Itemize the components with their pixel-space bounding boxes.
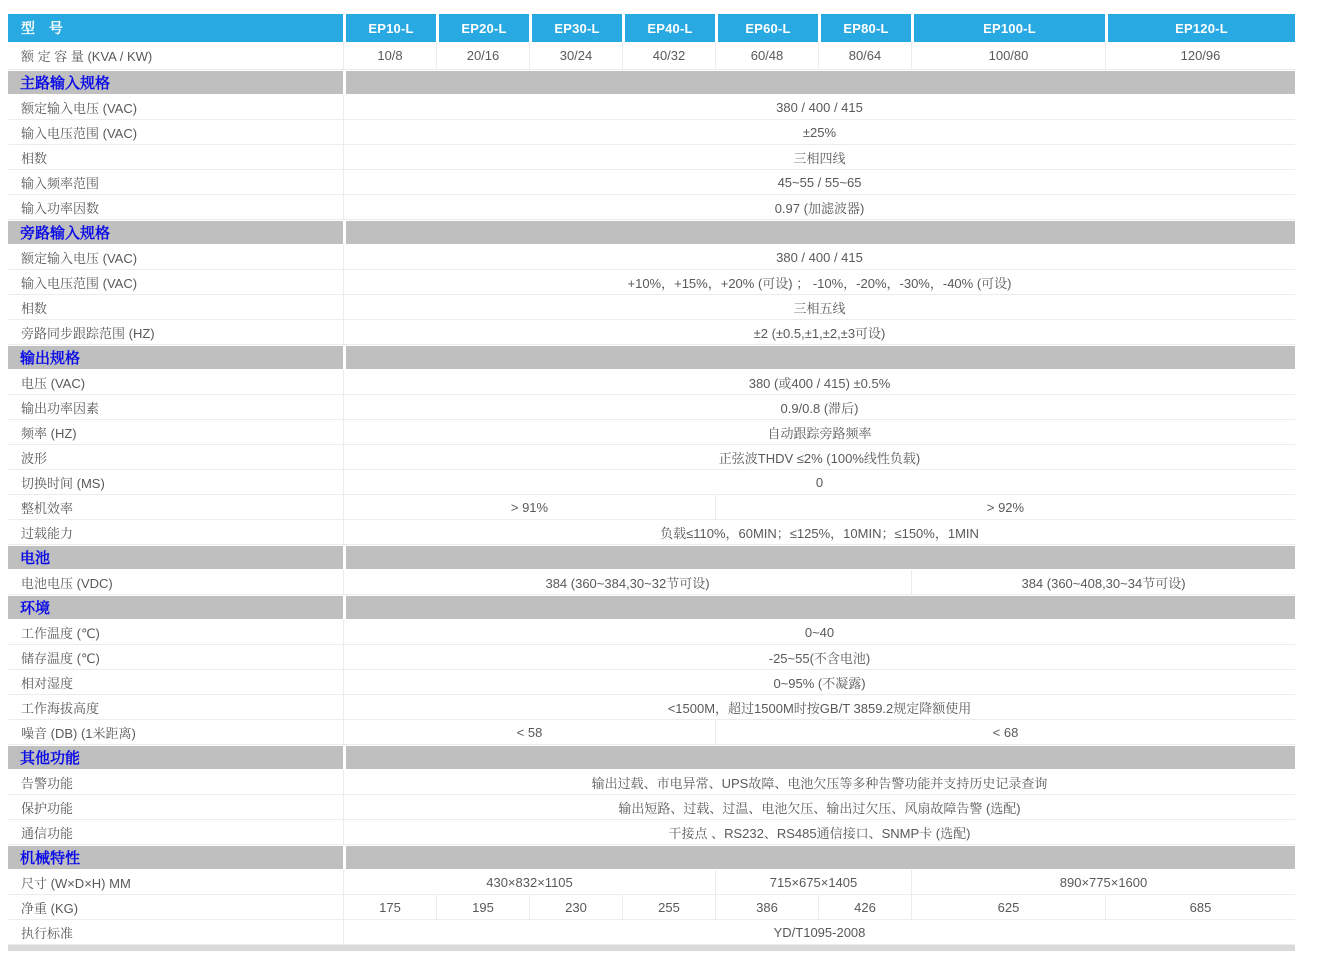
spec-row — [8, 470, 1295, 495]
spec-label: 整机效率 — [21, 500, 74, 516]
spec-value: YD/T1095-2008 — [343, 920, 1295, 944]
model-header-row — [8, 14, 1295, 42]
spec-value: ±25% — [343, 120, 1295, 144]
spec-label: 额定输入电压 (VAC) — [21, 250, 138, 266]
spec-value: -25~55(不含电池) — [343, 645, 1295, 669]
spec-label: 相数 — [21, 300, 48, 316]
section-title: 输出规格 — [8, 346, 343, 369]
spec-value: 0~95% (不凝露) — [343, 670, 1295, 694]
spec-row — [8, 245, 1295, 270]
spec-row — [8, 670, 1295, 695]
spec-row — [8, 920, 1295, 945]
spec-value: 自动跟踪旁路频率 — [343, 420, 1295, 444]
spec-value: > 92% — [715, 495, 1295, 519]
spec-row — [8, 570, 1295, 595]
section-title: 电池 — [8, 546, 343, 569]
spec-label: 执行标准 — [21, 925, 74, 941]
spec-value: 380 / 400 / 415 — [343, 95, 1295, 119]
spec-label: 工作温度 (℃) — [21, 625, 100, 641]
spec-row — [8, 495, 1295, 520]
table-bottom-strip — [8, 945, 1295, 951]
spec-row — [8, 820, 1295, 845]
spec-value: 386 — [715, 895, 818, 919]
section-band-fill — [343, 71, 1295, 94]
spec-value: 384 (360~408,30~34节可设) — [911, 570, 1295, 594]
spec-row — [8, 42, 1295, 70]
model-header-cell: EP30-L — [529, 14, 622, 42]
spec-value: 输出短路、过载、过温、电池欠压、输出过欠压、风扇故障告警 (选配) — [343, 795, 1295, 819]
section-band-fill — [343, 221, 1295, 244]
spec-row — [8, 770, 1295, 795]
spec-value: 30/24 — [529, 42, 622, 69]
spec-label: 工作海拔高度 — [21, 700, 100, 716]
section-band-row — [8, 545, 1295, 570]
spec-value: 0 — [343, 470, 1295, 494]
spec-value: 195 — [436, 895, 529, 919]
spec-row — [8, 295, 1295, 320]
model-header-cell: EP60-L — [715, 14, 818, 42]
spec-row — [8, 270, 1295, 295]
spec-row — [8, 195, 1295, 220]
spec-value: 80/64 — [818, 42, 911, 69]
model-column-header: 型 号 — [8, 14, 343, 42]
spec-value: 20/16 — [436, 42, 529, 69]
spec-value: 正弦波THDV ≤2% (100%线性负载) — [343, 445, 1295, 469]
spec-label: 额定输入电压 (VAC) — [21, 100, 138, 116]
section-band-fill — [343, 346, 1295, 369]
spec-row — [8, 145, 1295, 170]
spec-value: < 58 — [343, 720, 715, 744]
spec-value: 890×775×1600 — [911, 870, 1295, 894]
spec-value: 45~55 / 55~65 — [343, 170, 1295, 194]
spec-value: ±2 (±0.5,±1,±2,±3可设) — [343, 320, 1295, 344]
model-header-cell: EP10-L — [343, 14, 436, 42]
spec-row — [8, 395, 1295, 420]
spec-value: 255 — [622, 895, 715, 919]
spec-row — [8, 620, 1295, 645]
spec-value: 三相四线 — [343, 145, 1295, 169]
spec-value: 685 — [1105, 895, 1295, 919]
section-band-fill — [343, 596, 1295, 619]
spec-row — [8, 870, 1295, 895]
spec-value: 干接点 、RS232、RS485通信接口、SNMP卡 (选配) — [343, 820, 1295, 844]
spec-value: > 91% — [343, 495, 715, 519]
spec-value: +10%，+15%，+20% (可设) ； -10%，-20%，-30%，-40% (可设) — [343, 270, 1295, 294]
spec-label: 输入功率因数 — [21, 200, 100, 216]
spec-row — [8, 95, 1295, 120]
spec-value: 输出过载、市电异常、UPS故障、电池欠压等多种告警功能并支持历史记录查询 — [343, 770, 1295, 794]
section-band-row — [8, 595, 1295, 620]
spec-value: 380 / 400 / 415 — [343, 245, 1295, 269]
spec-row — [8, 645, 1295, 670]
spec-label: 额 定 容 量 (KVA / KW) — [21, 49, 153, 64]
spec-value: < 68 — [715, 720, 1295, 744]
spec-value: 625 — [911, 895, 1105, 919]
spec-row — [8, 120, 1295, 145]
section-title: 主路输入规格 — [8, 71, 343, 94]
spec-label: 尺寸 (W×D×H) MM — [21, 875, 131, 891]
spec-label: 切换时间 (MS) — [21, 475, 105, 491]
spec-row — [8, 520, 1295, 545]
spec-row — [8, 720, 1295, 745]
spec-value: 430×832×1105 — [343, 870, 715, 894]
spec-row — [8, 420, 1295, 445]
spec-label: 噪音 (DB) (1米距离) — [21, 725, 136, 741]
section-title: 旁路输入规格 — [8, 221, 343, 244]
model-header-cell: EP120-L — [1105, 14, 1295, 42]
spec-label: 电压 (VAC) — [21, 375, 86, 391]
section-band-fill — [343, 846, 1295, 869]
spec-value: 0.9/0.8 (滞后) — [343, 395, 1295, 419]
spec-label: 输入电压范围 (VAC) — [21, 275, 138, 291]
spec-value: 426 — [818, 895, 911, 919]
spec-value: 100/80 — [911, 42, 1105, 69]
spec-row — [8, 895, 1295, 920]
spec-label: 净重 (KG) — [21, 900, 79, 916]
section-title: 其他功能 — [8, 746, 343, 769]
spec-row — [8, 320, 1295, 345]
section-band-fill — [343, 746, 1295, 769]
spec-value: 0~40 — [343, 620, 1295, 644]
spec-value: 175 — [343, 895, 436, 919]
spec-label: 相数 — [21, 150, 48, 166]
model-header-cell: EP20-L — [436, 14, 529, 42]
spec-label: 过载能力 — [21, 525, 74, 541]
section-band-row — [8, 70, 1295, 95]
spec-value: 384 (360~384,30~32节可设) — [343, 570, 911, 594]
section-band-row — [8, 745, 1295, 770]
section-band-row — [8, 345, 1295, 370]
spec-label: 波形 — [21, 450, 48, 466]
spec-value: 负载≤110%，60MIN；≤125%，10MIN；≤150%，1MIN — [343, 520, 1295, 544]
spec-value: 380 (或400 / 415) ±0.5% — [343, 370, 1295, 394]
spec-row — [8, 445, 1295, 470]
spec-value: <1500M，超过1500M时按GB/T 3859.2规定降额使用 — [343, 695, 1295, 719]
spec-label: 相对湿度 — [21, 675, 74, 691]
spec-label: 储存温度 (℃) — [21, 650, 100, 666]
section-band-row — [8, 845, 1295, 870]
section-band-fill — [343, 546, 1295, 569]
model-header-cell: EP80-L — [818, 14, 911, 42]
spec-label: 保护功能 — [21, 800, 74, 816]
spec-value: 120/96 — [1105, 42, 1295, 69]
section-title: 环境 — [8, 596, 343, 619]
spec-label: 告警功能 — [21, 775, 74, 791]
spec-value: 三相五线 — [343, 295, 1295, 319]
spec-label: 电池电压 (VDC) — [21, 575, 113, 591]
spec-value: 715×675×1405 — [715, 870, 911, 894]
spec-row — [8, 795, 1295, 820]
model-header-cell: EP100-L — [911, 14, 1105, 42]
spec-label: 输入频率范围 — [21, 175, 100, 191]
spec-label: 旁路同步跟踪范围 (HZ) — [21, 325, 155, 341]
spec-value: 60/48 — [715, 42, 818, 69]
spec-value: 10/8 — [343, 42, 436, 69]
spec-label: 通信功能 — [21, 825, 74, 841]
spec-row — [8, 370, 1295, 395]
spec-label: 输出功率因素 — [21, 400, 100, 416]
spec-label: 输入电压范围 (VAC) — [21, 125, 138, 141]
spec-table — [8, 14, 1295, 945]
section-title: 机械特性 — [8, 846, 343, 869]
section-band-row — [8, 220, 1295, 245]
spec-value: 0.97 (加滤波器) — [343, 195, 1295, 219]
spec-row — [8, 170, 1295, 195]
spec-row — [8, 695, 1295, 720]
model-header-cell: EP40-L — [622, 14, 715, 42]
spec-label: 频率 (HZ) — [21, 425, 77, 441]
spec-value: 40/32 — [622, 42, 715, 69]
spec-value: 230 — [529, 895, 622, 919]
